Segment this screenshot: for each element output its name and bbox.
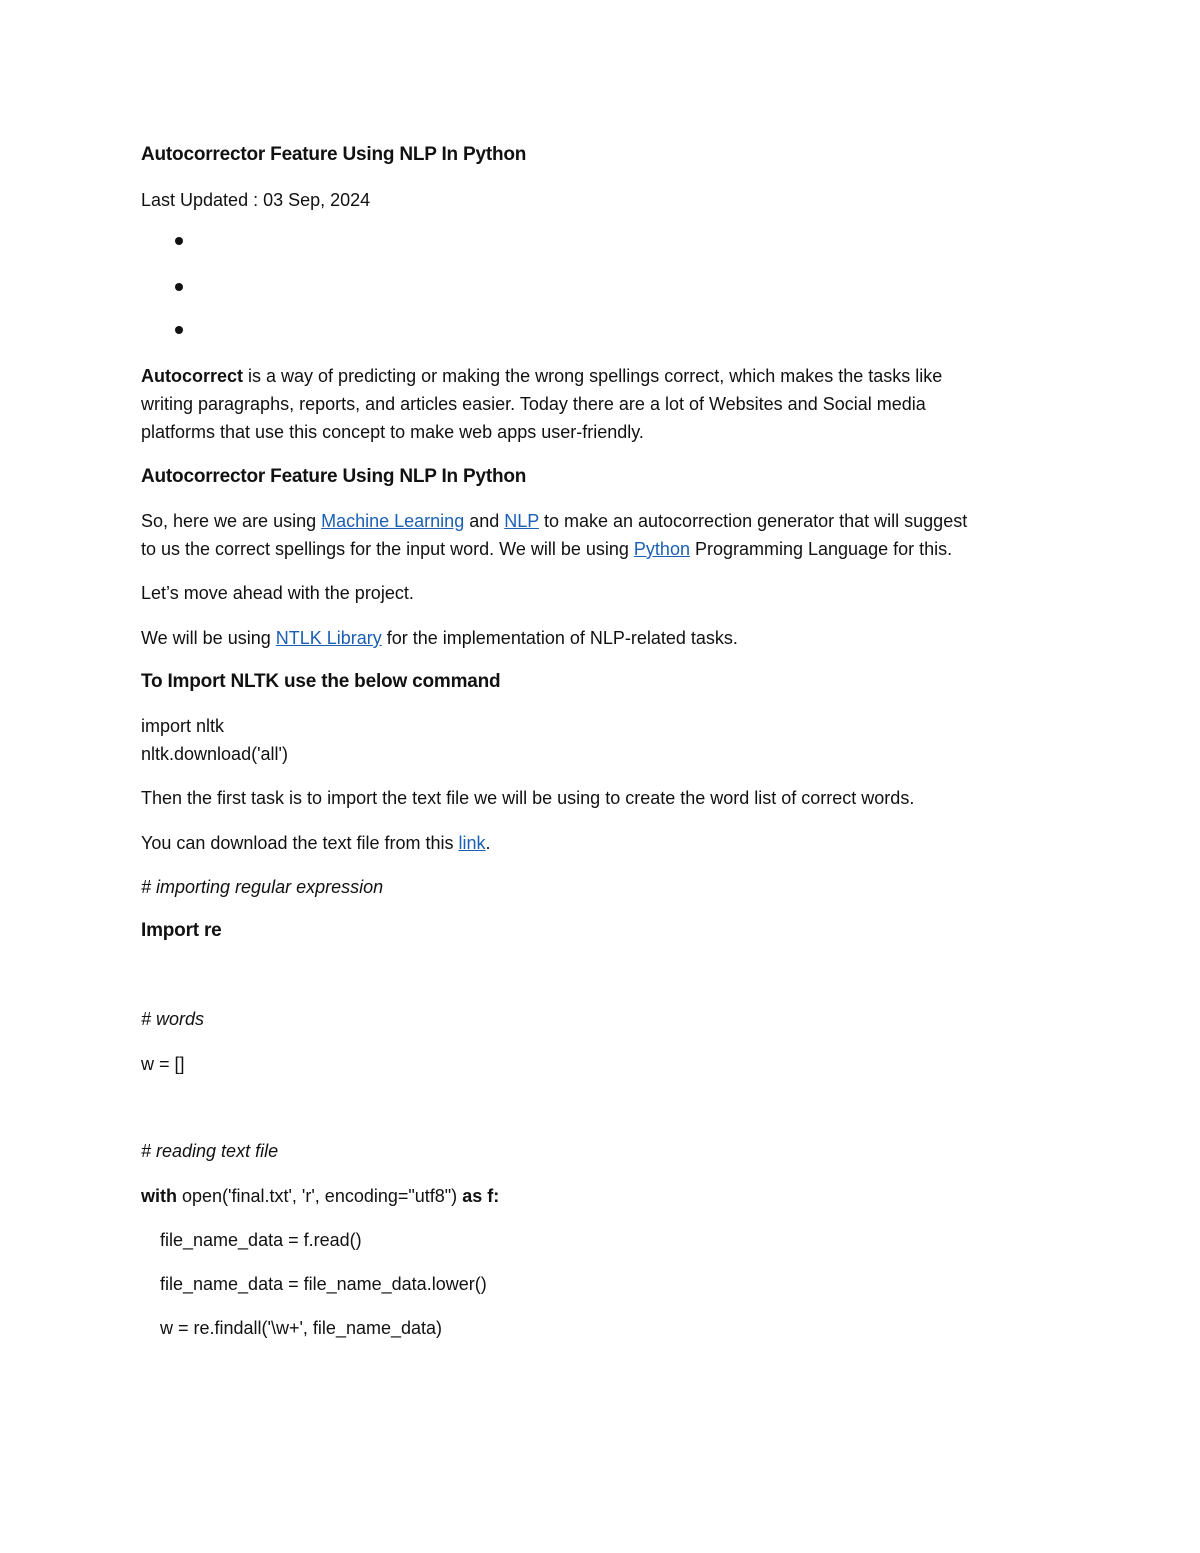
code-nltk-download: nltk.download('all')	[141, 744, 288, 764]
ntlk-library-link[interactable]: NTLK Library	[275, 628, 382, 648]
para1-line-1	[141, 507, 967, 535]
intro-line-1-text: is a way of predicting or making the wrong spellings correct, which makes the tasks like	[243, 366, 943, 386]
bullet-3	[175, 326, 183, 334]
subheading: Autocorrector Feature Using NLP In Python	[141, 466, 527, 487]
comment-regex-text: # importing regular expression	[141, 877, 384, 897]
para1-line-2	[141, 535, 952, 563]
para5-text-b: .	[485, 833, 491, 853]
para1-text-b: and	[464, 511, 505, 531]
import-heading: To Import NLTK use the below command	[141, 671, 501, 692]
para1-text-d: to us the correct spellings for the input word. We will be using	[141, 539, 634, 559]
nlp-link[interactable]: NLP	[504, 511, 539, 531]
intro-line-3: platforms that use this concept to make web apps user-friendly.	[141, 422, 644, 442]
intro-line-1	[141, 362, 942, 390]
code-lower-line: file_name_data = file_name_data.lower()	[160, 1274, 487, 1294]
para5-text-a: You can download the text file from this	[141, 833, 459, 853]
comment-words-text: # words	[141, 1009, 205, 1029]
code-read-line: file_name_data = f.read()	[160, 1230, 362, 1250]
intro-line-2: writing paragraphs, reports, and articles easier. Today there are a lot of Websites and Social media	[141, 394, 926, 414]
para3	[141, 624, 738, 652]
para1-text-a: So, here we are using	[141, 511, 322, 531]
keyword-with: with	[141, 1186, 177, 1206]
para1-text-e: Programming Language for this.	[689, 539, 953, 559]
intro-bold-term: Autocorrect	[141, 366, 244, 386]
para3-text-b: for the implementation of NLP-related tasks.	[381, 628, 738, 648]
comment-reading-text: # reading text file	[141, 1141, 279, 1161]
comment-words	[141, 1005, 204, 1033]
para1-text-c: to make an autocorrection generator that will suggest	[538, 511, 968, 531]
para5	[141, 829, 491, 857]
machine-learning-link[interactable]: Machine Learning	[321, 511, 465, 531]
para3-text-a: We will be using	[141, 628, 276, 648]
last-updated: Last Updated : 03 Sep, 2024	[141, 190, 371, 210]
with-line-mid: open('final.txt', 'r', encoding="utf8")	[177, 1186, 463, 1206]
comment-reading	[141, 1137, 278, 1165]
para4: Then the first task is to import the text file we will be using to create the word list of correct words.	[141, 788, 915, 808]
code-import-nltk: import nltk	[141, 716, 225, 736]
bullet-1	[175, 237, 183, 245]
code-w-init: w = []	[141, 1054, 185, 1074]
bullet-2	[175, 283, 183, 291]
download-link[interactable]: link	[458, 833, 486, 853]
import-re: Import re	[141, 920, 222, 941]
code-findall-line: w = re.findall('\w+', file_name_data)	[160, 1318, 443, 1338]
python-link[interactable]: Python	[633, 539, 690, 559]
comment-regex	[141, 873, 383, 901]
page-title: Autocorrector Feature Using NLP In Python	[141, 144, 527, 165]
para2: Let’s move ahead with the project.	[141, 583, 414, 603]
code-with-line	[141, 1182, 499, 1210]
keyword-as: as f:	[462, 1186, 500, 1206]
